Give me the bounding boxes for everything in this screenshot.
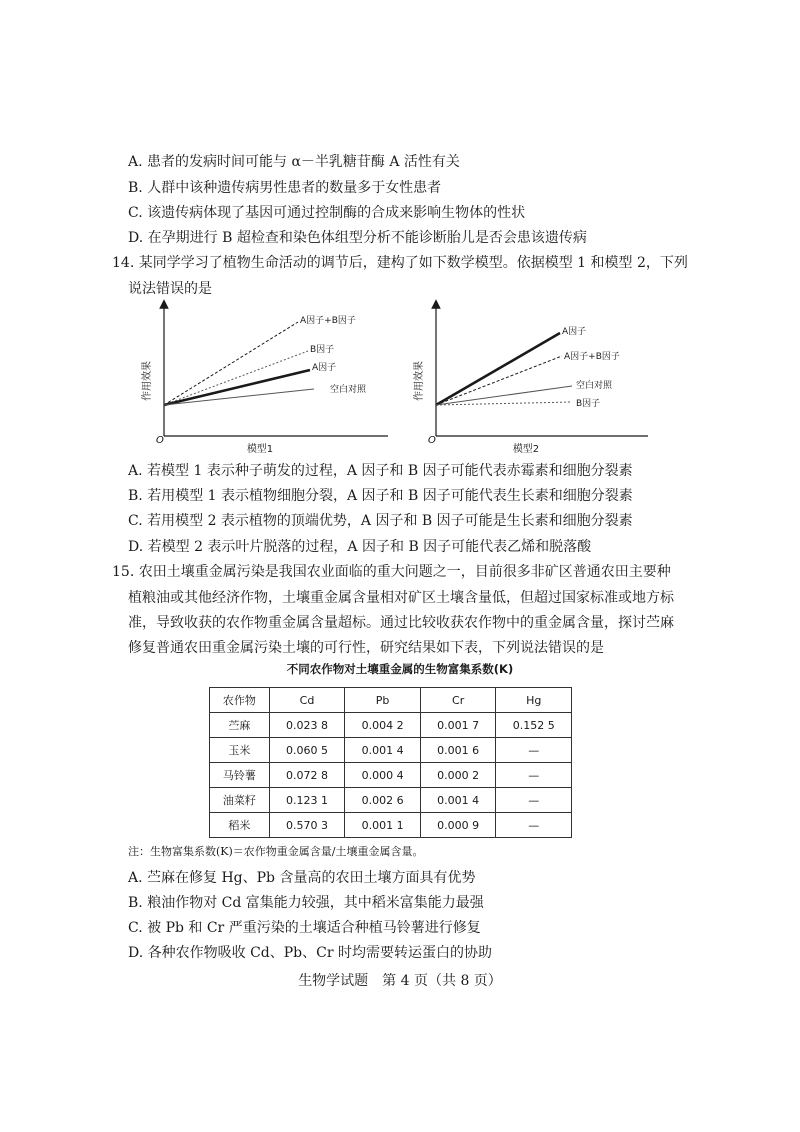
model2-label-ab: A因子+B因子: [564, 352, 620, 362]
model2-line-a: [436, 333, 560, 405]
model2-line-control: [436, 386, 572, 405]
q14-option-d: D. 若模型 2 表示叶片脱落的过程，A 因子和 B 因子可能代表乙烯和脱落酸: [128, 539, 592, 555]
model2-origin: O: [428, 435, 436, 446]
model1-origin: O: [156, 435, 164, 446]
cell-hg: —: [496, 738, 572, 763]
q15-option-b: B. 粮油作物对 Cd 富集能力较强，其中稻米富集能力最强: [128, 895, 484, 911]
table-row: [210, 813, 572, 838]
cell-pb: 0.001 1: [345, 813, 421, 838]
table-title: 不同农作物对土壤重金属的生物富集系数(K): [286, 662, 514, 676]
q14-stem-line1: 14. 某同学学习了植物生命活动的调节后，建构了如下数学模型。依据模型 1 和模型 2，下列: [112, 255, 688, 271]
cell-crop: 油菜籽: [210, 788, 270, 813]
cell-cr: 0.001 7: [420, 713, 496, 738]
table-row: [210, 738, 572, 763]
model1-label-a: A因子: [312, 363, 337, 373]
cell-cd: 0.570 3: [269, 813, 345, 838]
cell-crop: 稻米: [210, 813, 270, 838]
model2-line-ab: [436, 356, 562, 405]
model1-label-control: 空白对照: [330, 385, 367, 395]
cell-crop: 苎麻: [210, 713, 270, 738]
cell-crop: 玉米: [210, 738, 270, 763]
model2-label-b: B因子: [576, 399, 601, 409]
q14-option-a: A. 若模型 1 表示种子萌发的过程，A 因子和 B 因子可能代表赤霉素和细胞分裂素: [128, 463, 633, 479]
cell-cr: 0.001 4: [420, 788, 496, 813]
q14-option-c: C. 若用模型 2 表示植物的顶端优势，A 因子和 B 因子可能是生长素和细胞分裂素: [128, 513, 633, 529]
model1-label-b: B因子: [310, 345, 335, 355]
q14-stem-line2: 说法错误的是: [128, 281, 212, 297]
q15-option-d: D. 各种农作物吸收 Cd、Pb、Cr 时均需要转运蛋白的协助: [128, 945, 492, 961]
q15-stem-line1: 15. 农田土壤重金属污染是我国农业面临的重大问题之一，目前很多非矿区普通农田主要种: [112, 564, 671, 580]
cell-cd: 0.023 8: [269, 713, 345, 738]
page-footer: 生物学试题 第 4 页（共 8 页）: [298, 973, 502, 989]
model2-chart: [412, 296, 652, 456]
model2-ylabel: 作用效果: [414, 361, 425, 401]
cell-cd: 0.123 1: [269, 788, 345, 813]
cell-hg: —: [496, 788, 572, 813]
q14-option-b: B. 若用模型 1 表示植物细胞分裂，A 因子和 B 因子可能代表生长素和细胞分裂素: [128, 488, 633, 504]
table-row: [210, 713, 572, 738]
table-note: 注：生物富集系数(K)＝农作物重金属含量/土壤重金属含量。: [128, 845, 424, 858]
cell-crop: 马铃薯: [210, 763, 270, 788]
q13-option-a: A. 患者的发病时间可能与 α－半乳糖苷酶 A 活性有关: [128, 154, 460, 170]
model1-ylabel: 作用效果: [142, 361, 153, 401]
table-header-row: [210, 688, 572, 713]
cell-pb: 0.000 4: [345, 763, 421, 788]
header-cd: Cd: [269, 688, 345, 713]
model1-line-a: [164, 370, 310, 405]
model1-chart: [140, 296, 390, 456]
cell-hg: 0.152 5: [496, 713, 572, 738]
q15-stem-line4: 修复普通农田重金属污染土壤的可行性，研究结果如下表，下列说法错误的是: [128, 640, 604, 656]
cell-pb: 0.001 4: [345, 738, 421, 763]
cell-cr: 0.001 6: [420, 738, 496, 763]
q15-option-c: C. 被 Pb 和 Cr 严重污染的土壤适合种植马铃薯进行修复: [128, 920, 481, 936]
q13-option-c: C. 该遗传病体现了基因可通过控制酶的合成来影响生物体的性状: [128, 205, 526, 221]
table-row: [210, 788, 572, 813]
header-pb: Pb: [345, 688, 421, 713]
bioaccumulation-table: [209, 687, 572, 838]
table-row: [210, 763, 572, 788]
model2-label-control: 空白对照: [576, 381, 613, 391]
header-cr: Cr: [420, 688, 496, 713]
cell-cd: 0.072 8: [269, 763, 345, 788]
cell-pb: 0.002 6: [345, 788, 421, 813]
model2-label-a: A因子: [562, 327, 587, 337]
q15-option-a: A. 苎麻在修复 Hg、Pb 含量高的农田土壤方面具有优势: [128, 870, 476, 886]
model1-label-ab: A因子+B因子: [300, 316, 356, 326]
q13-option-b: B. 人群中该种遗传病男性患者的数量多于女性患者: [128, 180, 442, 196]
cell-cr: 0.000 2: [420, 763, 496, 788]
cell-pb: 0.004 2: [345, 713, 421, 738]
model2-title: 模型2: [512, 444, 540, 455]
cell-hg: —: [496, 763, 572, 788]
cell-cr: 0.000 9: [420, 813, 496, 838]
header-crop: 农作物: [210, 688, 270, 713]
cell-hg: —: [496, 813, 572, 838]
q15-stem-line2: 植粮油或其他经济作物，土壤重金属含量相对矿区土壤含量低，但超过国家标准或地方标: [128, 590, 674, 606]
cell-cd: 0.060 5: [269, 738, 345, 763]
q13-option-d: D. 在孕期进行 B 超检查和染色体组型分析不能诊断胎儿是否会患该遗传病: [128, 230, 587, 246]
header-hg: Hg: [496, 688, 572, 713]
model1-title: 模型1: [246, 444, 274, 455]
q15-stem-line3: 准，导致收获的农作物重金属含量超标。通过比较收获农作物中的重金属含量，探讨苎麻: [128, 615, 674, 631]
